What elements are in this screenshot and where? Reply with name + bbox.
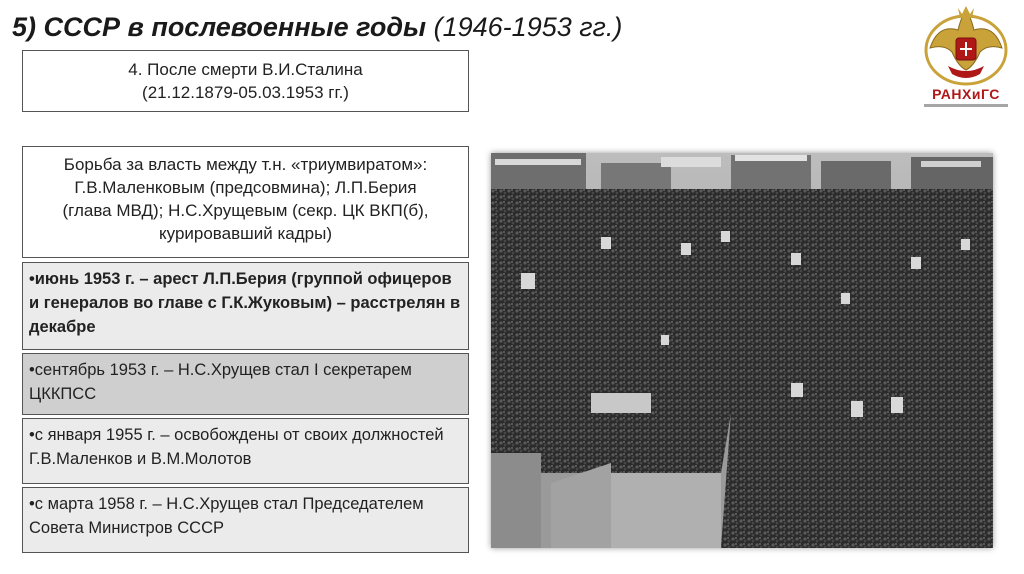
crowd-photo — [491, 153, 993, 548]
logo-text: РАНХиГС — [932, 86, 1000, 102]
subheading-line-2: (21.12.1879-05.03.1953 гг.) — [142, 83, 349, 102]
power-struggle-line: Г.В.Маленковым (предсовмина); Л.П.Берия — [74, 178, 417, 197]
power-struggle-line: Борьба за власть между т.н. «триумвиратом»: — [63, 155, 428, 174]
ranepa-logo — [918, 4, 1014, 112]
event-item: •с марта 1958 г. – Н.С.Хрущев стал Председателем Совета Министров СССР — [22, 487, 469, 553]
logo-underline — [924, 104, 1008, 107]
power-struggle-line: (глава МВД); Н.С.Хрущевым (секр. ЦК ВКП(б), — [62, 201, 429, 220]
slide-title — [12, 12, 622, 43]
subheading-box — [22, 50, 469, 112]
background-buildings — [491, 153, 993, 195]
event-item: •сентябрь 1953 г. – Н.С.Хрущев стал I секретарем ЦККПСС — [22, 353, 469, 415]
events-list — [22, 262, 469, 556]
event-item: •с января 1955 г. – освобождены от своих должностей Г.В.Маленков и В.М.Молотов — [22, 418, 469, 484]
slide-title-years: (1946-1953 гг.) — [433, 12, 623, 42]
subheading-line-1: 4. После смерти В.И.Сталина — [128, 60, 363, 79]
slide-title-main: 5) СССР в послевоенные годы — [12, 12, 427, 42]
event-item: •июнь 1953 г. – арест Л.П.Берия (группой офицеров и генералов во главе с Г.К.Жуковым) – расстрелян в декабре — [22, 262, 469, 350]
power-struggle-box — [22, 146, 469, 258]
power-struggle-line: курировавший кадры) — [159, 224, 332, 243]
double-headed-eagle-emblem-icon — [918, 4, 1014, 88]
